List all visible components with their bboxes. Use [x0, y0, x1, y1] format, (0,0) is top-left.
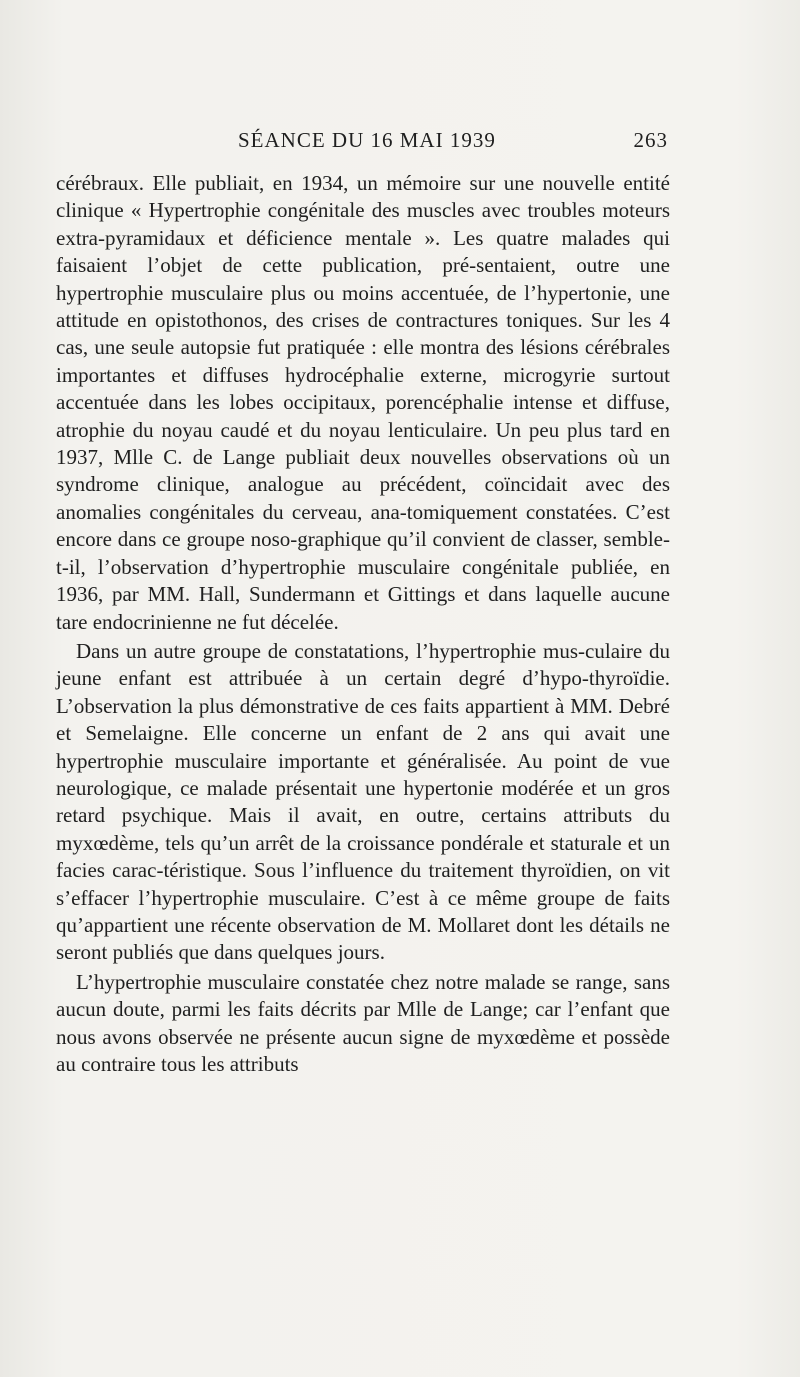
page-number: 263	[633, 128, 668, 152]
running-title: SÉANCE DU 16 MAI 1939	[238, 128, 496, 152]
paragraph-1: cérébraux. Elle publiait, en 1934, un mémoire sur une nouvelle entité clinique « Hypertrophie congénitale des muscles avec troubles moteurs extra-pyramidaux et déficience mentale ». Les quatre malades qui faisaient l’objet de cette publication, pré-sentaient, outre une hypertrophie musculaire plus ou moins accentuée, de l’hypertonie, une attitude en opistothonos, des crises de contractures toniques. Sur les 4 cas, une seule autopsie fut pratiquée : elle montra des lésions cérébrales importantes et diffuses hydrocéphalie externe, microgyrie surtout accentuée dans les lobes occipitaux, porencéphalie intense et diffuse, atrophie du noyau caudé et du noyau lenticulaire. Un peu plus tard en 1937, Mlle C. de Lange publiait deux nouvelles observations où un syndrome clinique, analogue au précédent, coïncidait avec des anomalies congénitales du cerveau, ana-tomiquement constatées. C’est encore dans ce groupe noso-graphique qu’il convient de classer, semble-t-il, l’observation d’hypertrophie musculaire congénitale publiée, en 1936, par MM. Hall, Sundermann et Gittings et dans laquelle aucune tare endocrinienne ne fut décelée.	[56, 171, 670, 634]
running-head	[238, 124, 668, 158]
paragraph-2: Dans un autre groupe de constatations, l’hypertrophie mus-culaire du jeune enfant est attribuée à un certain degré d’hypo-thyroïdie. L’observation la plus démonstrative de ces faits appartient à MM. Debré et Semelaigne. Elle concerne un enfant de 2 ans qui avait une hypertrophie musculaire importante et généralisée. Au point de vue neurologique, ce malade présentait une hypertonie modérée et un gros retard psychique. Mais il avait, en outre, certains attributs du myxœdème, tels qu’un arrêt de la croissance pondérale et staturale et un facies carac-téristique. Sous l’influence du traitement thyroïdien, on vit s’effacer l’hypertrophie musculaire. C’est à ce même groupe de faits qu’appartient une récente observation de M. Mollaret dont les détails ne seront publiés que dans quelques jours.	[56, 638, 670, 965]
paragraph-3: L’hypertrophie musculaire constatée chez notre malade se range, sans aucun doute, parmi les faits décrits par Mlle de Lange; car l’enfant que nous avons observée ne présente aucun signe de myxœdème et possède au contraire tous les attributs	[56, 969, 670, 1076]
body-text	[56, 170, 670, 1078]
